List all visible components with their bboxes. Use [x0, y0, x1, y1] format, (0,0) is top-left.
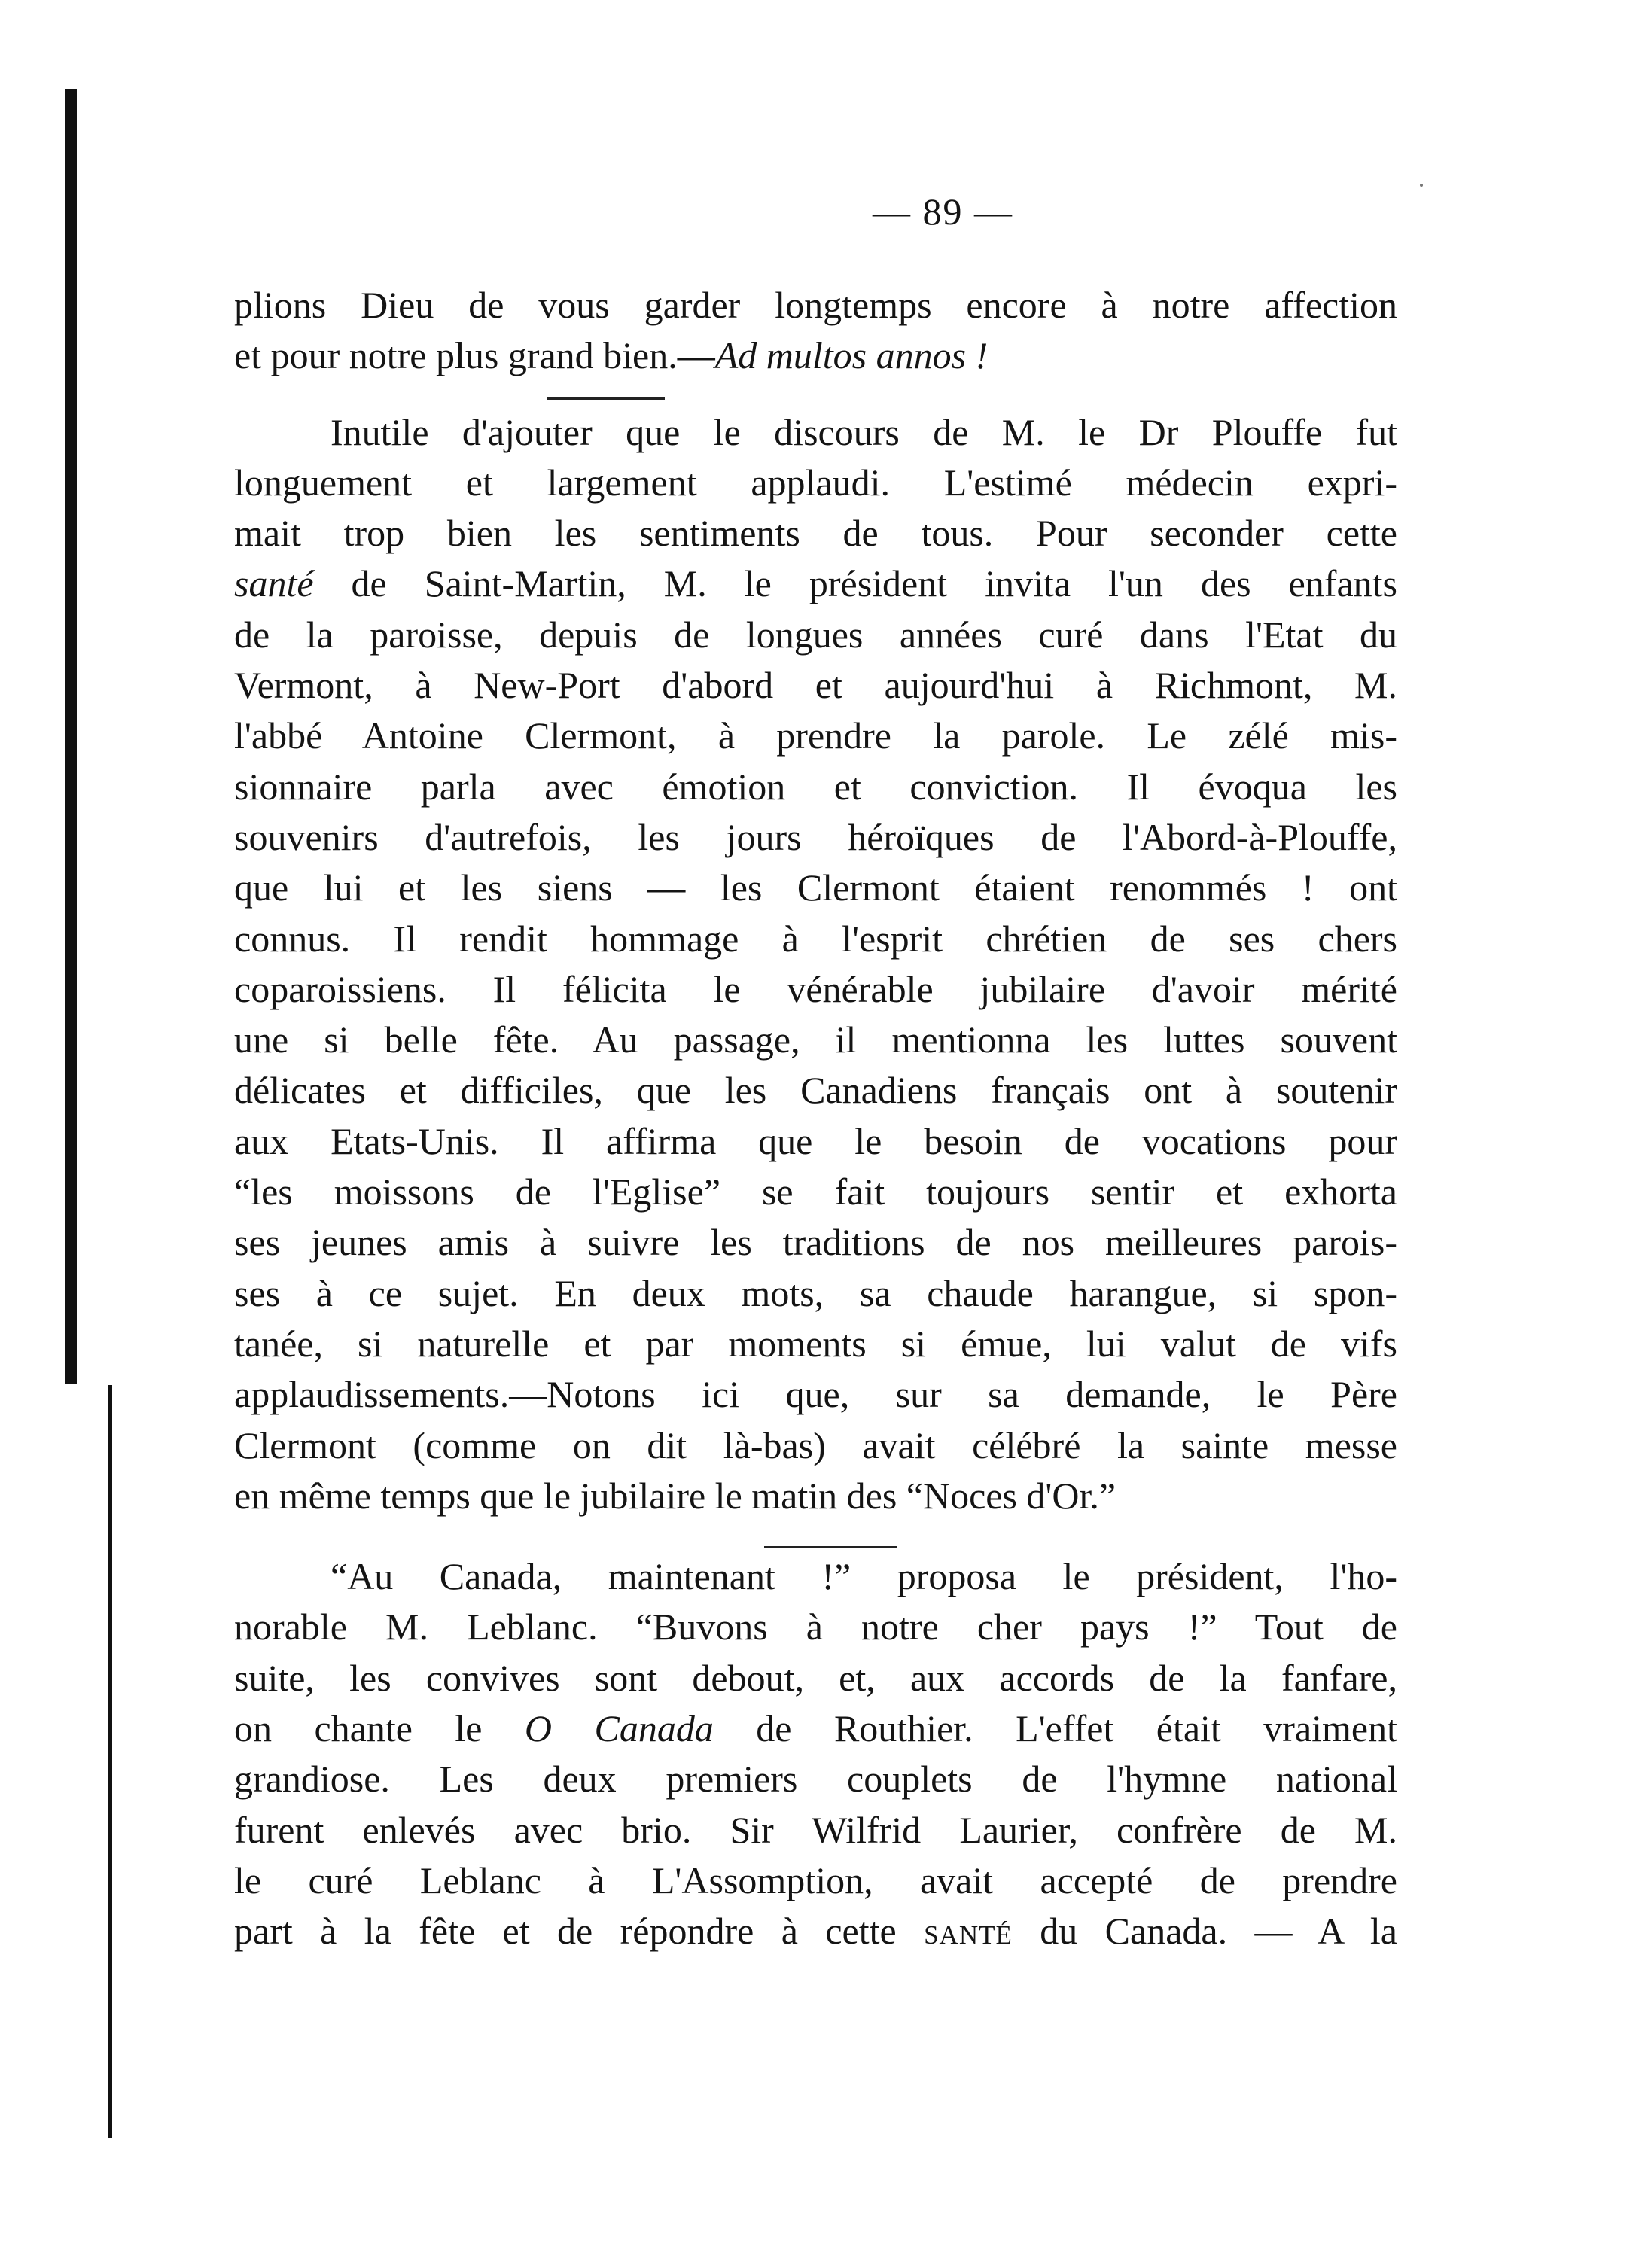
text-line: longuement et largement applaudi. L'estimé médecin expri-	[234, 461, 1397, 504]
text-run: on chante le	[234, 1707, 525, 1750]
text-line	[234, 1906, 1397, 1956]
text-line: applaudissements.—Notons ici que, sur sa demande, le Père	[234, 1373, 1397, 1416]
text-line	[234, 1703, 1397, 1754]
text-line: grandiose. Les deux premiers couplets de l'hymne national	[234, 1758, 1397, 1801]
text-line: sionnaire parla avec émotion et conviction. Il évoqua les	[234, 765, 1397, 808]
text-run: de Saint-Martin, M. le président invita l'un des enfants	[313, 562, 1397, 605]
text-line: tanée, si naturelle et par moments si émue, lui valut de vifs	[234, 1322, 1397, 1365]
text-line: “les moissons de l'Eglise” se fait toujours sentir et exhorta	[234, 1171, 1397, 1213]
text-line: Vermont, à New-Port d'abord et aujourd'hui à Richmont, M.	[234, 664, 1397, 707]
spacer	[234, 1521, 1397, 1551]
page-number	[0, 187, 1645, 236]
text-run: du Canada. — A la	[1012, 1910, 1397, 1953]
text-line: norable M. Leblanc. “Buvons à notre cher pays !” Tout de	[234, 1606, 1397, 1648]
text-line: une si belle fête. Au passage, il mentionna les luttes souvent	[234, 1018, 1397, 1061]
text-line: Inutile d'ajouter que le discours de M. le Dr Plouffe fut	[331, 410, 1397, 453]
text-line: ses à ce sujet. En deux mots, sa chaude harangue, si spon-	[234, 1271, 1397, 1314]
text-line: coparoissiens. Il félicita le vénérable jubilaire d'avoir mérité	[234, 967, 1397, 1010]
page-body	[234, 280, 1397, 1957]
text-line: aux Etats-Unis. Il affirma que le besoin de vocations pour	[234, 1119, 1397, 1162]
text-line: “Au Canada, maintenant !” proposa le président, l'ho-	[331, 1555, 1397, 1598]
text-line: furent enlevés avec brio. Sir Wilfrid Laurier, confrère de M.	[234, 1808, 1397, 1851]
text-line: suite, les convives sont debout, et, aux accords de la fanfare,	[234, 1656, 1397, 1699]
text-run: et pour notre plus grand bien.—	[234, 334, 715, 377]
italic-title: O Canada	[524, 1707, 714, 1750]
text-line: ses jeunes amis à suivre les traditions de nos meilleures parois-	[234, 1221, 1397, 1264]
text-line: l'abbé Antoine Clermont, à prendre la parole. Le zélé mis-	[234, 714, 1397, 757]
latin-phrase: Ad multos annos !	[714, 334, 989, 377]
text-run: de Routhier. L'effet était vraiment	[713, 1707, 1398, 1750]
text-line	[234, 559, 1397, 609]
text-line: plions Dieu de vous garder longtemps encore à notre affection	[234, 284, 1397, 326]
text-line: délicates et difficiles, que les Canadiens français ont à soutenir	[234, 1069, 1397, 1112]
text-line: mait trop bien les sentiments de tous. Pour seconder cette	[234, 512, 1397, 555]
text-line: Clermont (comme on dit là-bas) avait célébré la sainte messe	[234, 1423, 1397, 1466]
binding-edge-line	[108, 1385, 112, 2138]
text-line: que lui et les siens — les Clermont étaient renommés ! ont	[234, 866, 1397, 909]
spacer	[234, 382, 1397, 407]
small-caps-word: santé	[924, 1910, 1013, 1953]
text-line: le curé Leblanc à L'Assomption, avait accepté de prendre	[234, 1859, 1397, 1901]
text-line: connus. Il rendit hommage à l'esprit chrétien de ses chers	[234, 917, 1397, 960]
text-run: part à la fête et de répondre à cette	[234, 1910, 925, 1953]
page-number-label: — 89 —	[873, 190, 1013, 233]
italic-word: santé	[234, 562, 314, 605]
text-line	[234, 330, 1397, 381]
binding-edge-shadow	[65, 89, 77, 1384]
text-line: de la paroisse, depuis de longues années curé dans l'Etat du	[234, 613, 1397, 656]
text-line: en même temps que le jubilaire le matin des “Noces d'Or.”	[234, 1474, 1116, 1517]
text-line: souvenirs d'autrefois, les jours héroïques de l'Abord-à-Plouffe,	[234, 815, 1397, 858]
